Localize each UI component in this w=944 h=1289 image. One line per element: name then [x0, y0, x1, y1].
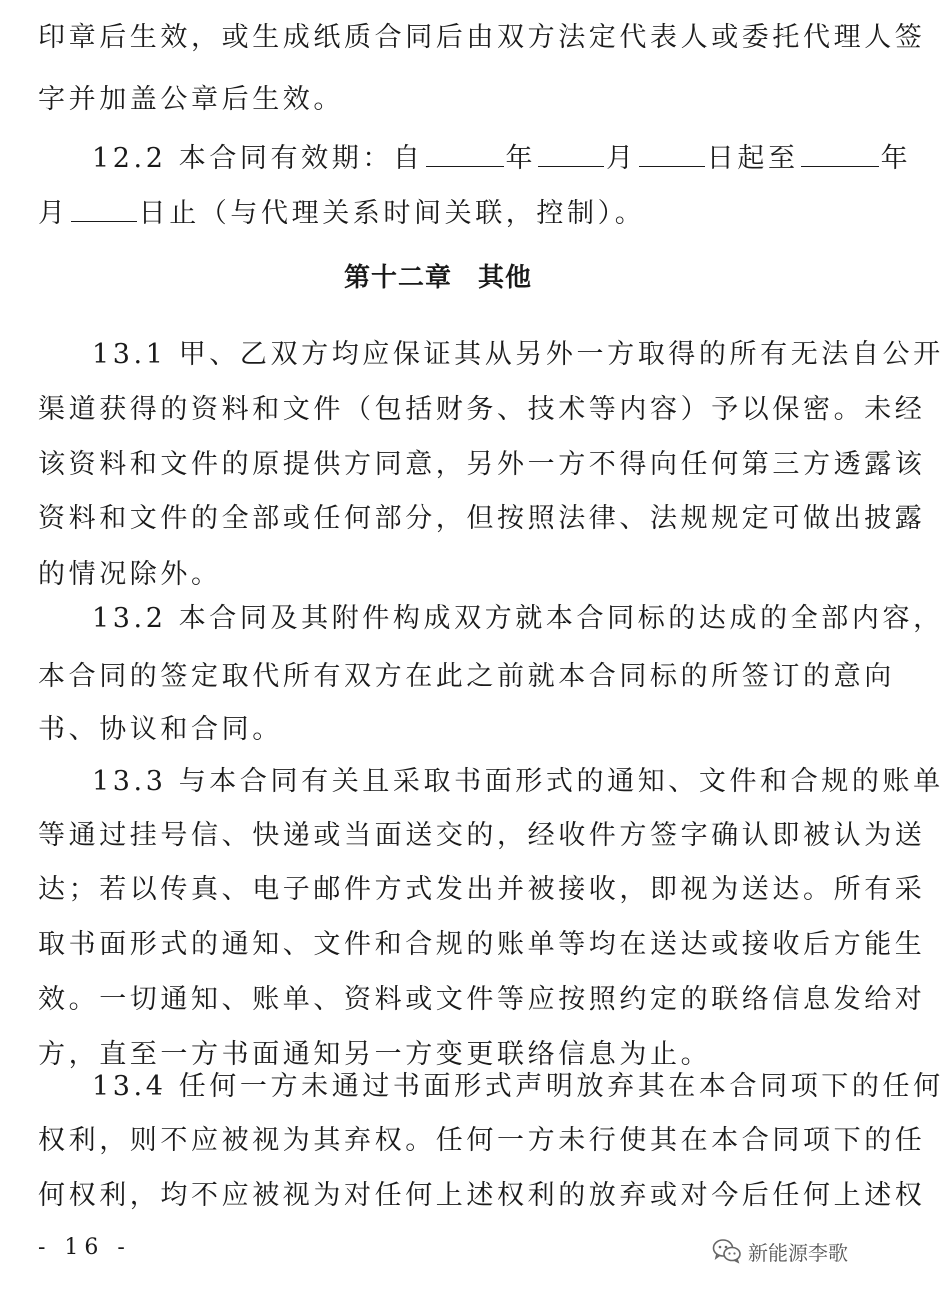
- clause-text: 年: [505, 143, 537, 174]
- blank-field: [801, 140, 879, 167]
- text-line: 等通过挂号信、快递或当面送交的，经收件方签字确认即被认为送: [38, 820, 926, 851]
- text-line: 方，直至一方书面通知另一方变更联络信息为止。: [38, 1039, 712, 1070]
- text-line: 书、协议和合同。: [38, 714, 283, 745]
- clause-text: 月: [606, 143, 637, 174]
- clause-text: 日起至: [706, 143, 799, 174]
- clause-text: 日止（与代理关系时间关联，控制）。: [138, 198, 646, 229]
- watermark-text: 新能源李歌: [748, 1240, 848, 1265]
- text-line: 权利，则不应被视为其弃权。任何一方未行使其在本合同项下的任: [38, 1125, 926, 1156]
- clause-text: 本合同有效期：自: [178, 143, 424, 174]
- text-line: 何权利，均不应被视为对任何上述权利的放弃或对今后任何上述权: [38, 1180, 926, 1211]
- blank-field: [71, 195, 137, 222]
- text-line: 渠道获得的资料和文件（包括财务、技术等内容）予以保密。未经: [38, 394, 926, 425]
- text-line: 13.1 甲、乙双方均应保证其从另外一方取得的所有无法自公开: [92, 339, 944, 370]
- text-line: 印章后生效，或生成纸质合同后由双方法定代表人或委托代理人签: [38, 22, 926, 53]
- text-line: 资料和文件的全部或任何部分，但按照法律、法规规定可做出披露: [38, 503, 926, 534]
- page-number: - 16 -: [38, 1235, 131, 1260]
- blank-field: [426, 140, 504, 167]
- wechat-icon: [712, 1238, 742, 1264]
- text-line: 效。一切通知、账单、资料或文件等应按照约定的联络信息发给对: [38, 984, 926, 1015]
- chapter-heading: [0, 262, 876, 294]
- text-line: 13.4 任何一方未通过书面形式声明放弃其在本合同项下的任何: [92, 1071, 944, 1102]
- clause-12-2-line-1: [92, 140, 912, 175]
- text-line: 的情况除外。: [38, 559, 222, 590]
- clause-text: 月: [38, 198, 69, 229]
- clause-text: 年: [880, 143, 912, 174]
- text-line: 取书面形式的通知、文件和合规的账单等均在送达或接收后方能生: [38, 929, 926, 960]
- chapter-title: 其他: [478, 263, 533, 293]
- text-line: 本合同的签定取代所有双方在此之前就本合同标的所签订的意向: [38, 661, 895, 692]
- watermark: [712, 1234, 848, 1268]
- clause-number: 12.2: [92, 143, 167, 174]
- text-line: 13.3 与本合同有关且采取书面形式的通知、文件和合规的账单: [92, 766, 944, 797]
- text-line: 该资料和文件的原提供方同意，另外一方不得向任何第三方透露该: [38, 449, 926, 480]
- clause-12-2-line-2: [38, 195, 838, 230]
- text-line: 字并加盖公章后生效。: [38, 84, 344, 115]
- chapter-number: 第十二章: [343, 263, 452, 293]
- blank-field: [639, 140, 705, 167]
- blank-field: [538, 140, 604, 167]
- text-line: 达；若以传真、电子邮件方式发出并被接收，即视为送达。所有采: [38, 874, 926, 905]
- text-line: 13.2 本合同及其附件构成双方就本合同标的达成的全部内容，: [92, 603, 944, 634]
